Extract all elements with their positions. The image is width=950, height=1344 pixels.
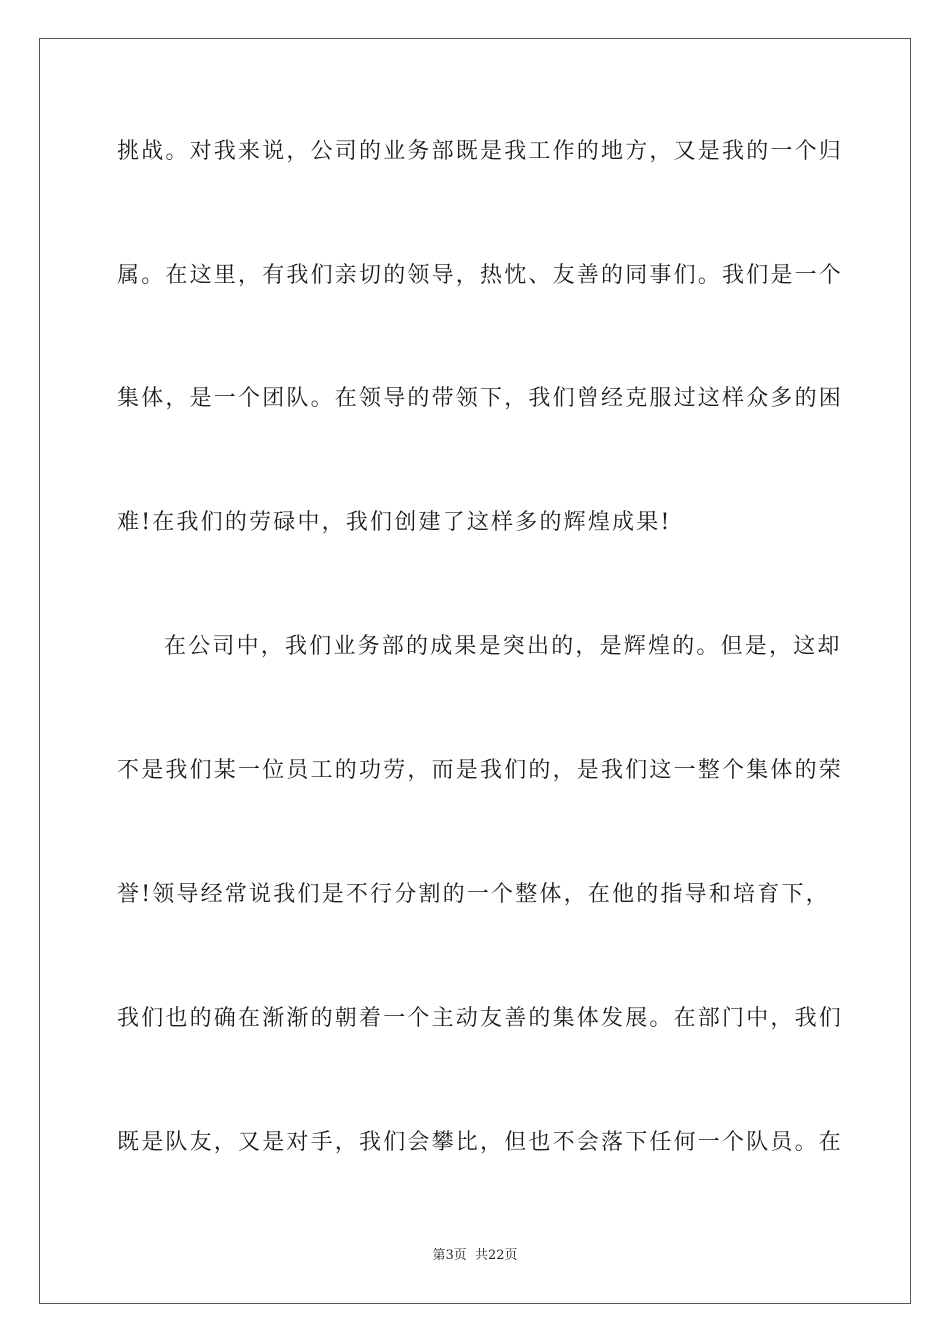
text-line: 属。在这里，有我们亲切的领导，热忱、友善的同事们。我们是一个 bbox=[117, 263, 844, 288]
text-line: 誉!领导经常说我们是不行分割的一个整体，在他的指导和培育下， bbox=[117, 882, 830, 907]
text-line: 难!在我们的劳碌中，我们创建了这样多的辉煌成果! bbox=[117, 510, 672, 535]
text-line: 不是我们某一位员工的功劳，而是我们的，是我们这一整个集体的荣 bbox=[117, 758, 844, 783]
text-line: 集体，是一个团队。在领导的带领下，我们曾经克服过这样众多的困 bbox=[117, 386, 844, 411]
text-line: 我们也的确在渐渐的朝着一个主动友善的集体发展。在部门中，我们 bbox=[117, 1006, 844, 1031]
page-footer bbox=[0, 1247, 950, 1265]
text-line: 既是队友，又是对手，我们会攀比，但也不会落下任何一个队员。在 bbox=[117, 1130, 844, 1155]
text-line: 挑战。对我来说，公司的业务部既是我工作的地方，又是我的一个归 bbox=[117, 139, 844, 164]
paragraph-first-line: 在公司中，我们业务部的成果是突出的，是辉煌的。但是，这却 bbox=[164, 634, 842, 659]
page-number: 第3页 bbox=[432, 1248, 467, 1263]
page-border bbox=[39, 38, 911, 1304]
page-total: 共22页 bbox=[474, 1248, 518, 1263]
